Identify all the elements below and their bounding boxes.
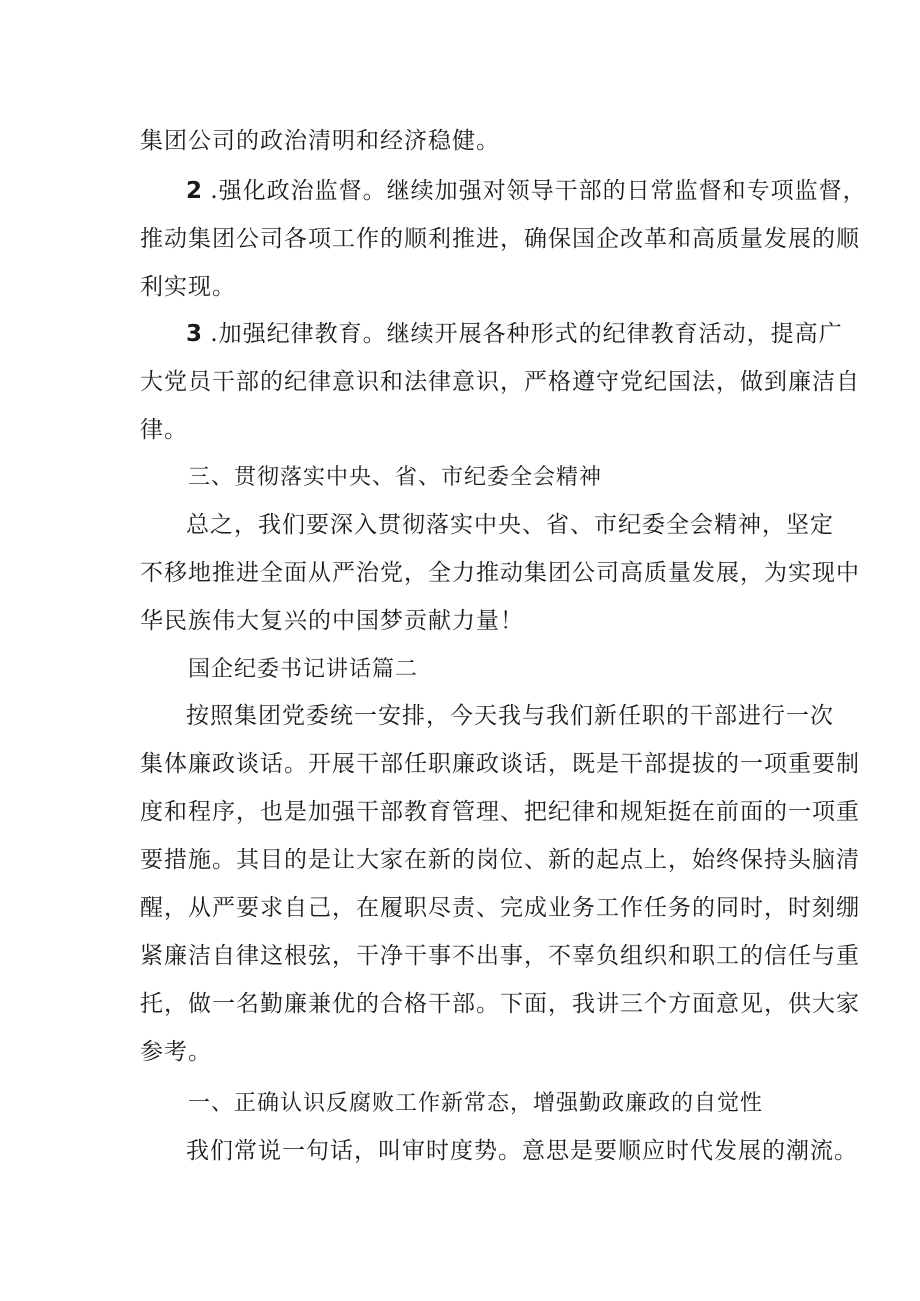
paragraph-intro (140, 692, 860, 1076)
article-title: 国企纪委书记讲话篇二 (188, 657, 419, 682)
text-line: 推动集团公司各项工作的顺利推进，确保国企改革和高质量发展的顺 (140, 226, 860, 252)
text-segment: .强化政治监督。继续加强对领导干部的日常监督和专项监督， (202, 178, 867, 204)
text-line: 按照集团党委统一安排，今天我与我们新任职的干部进行一次 (186, 703, 834, 729)
text-line: 紧廉洁自律这根弦，干净干事不出事，不辜负组织和职工的信任与重 (140, 943, 860, 969)
text-line: 度和程序，也是加强干部教育管理、把纪律和规矩挺在前面的一项重 (140, 799, 860, 825)
section-heading-3: 三、贯彻落实中央、省、市纪委全会精神 (188, 465, 603, 490)
text-line: 大党员干部的纪律意识和法律意识，严格遵守党纪国法，做到廉洁自 (140, 369, 860, 395)
paragraph-item-3 (140, 310, 860, 454)
section-heading-1: 一、正确认识反腐败工作新常态，增强勤政廉政的自觉性 (188, 1091, 764, 1116)
paragraph-summary (140, 501, 860, 645)
text-line: 集团公司的政治清明和经济稳健。 (140, 128, 500, 154)
text-line: 托，做一名勤廉兼优的合格干部。下面，我讲三个方面意见，供大家 (140, 991, 860, 1017)
text-line: 利实现。 (140, 274, 236, 300)
paragraph-continuation (140, 117, 800, 165)
text-line: 要措施。其目的是让大家在新的岗位、新的起点上，始终保持头脑清 (140, 847, 860, 873)
paragraph-item-2 (140, 167, 867, 311)
list-number: 3 (186, 321, 203, 347)
text-line (140, 167, 867, 215)
text-line (140, 310, 843, 358)
list-number: 2 (186, 178, 203, 204)
text-line: 我们常说一句话，叫审时度势。意思是要顺应时代发展的潮流。 (186, 1138, 858, 1164)
text-line: 律。 (140, 417, 188, 443)
text-line: 集体廉政谈话。开展干部任职廉政谈话，既是干部提拔的一项重要制 (140, 751, 860, 777)
paragraph-body (140, 1127, 858, 1175)
text-line: 醒，从严要求自己，在履职尽责、完成业务工作任务的同时，时刻绷 (140, 895, 860, 921)
text-line: 总之，我们要深入贯彻落实中央、省、市纪委全会精神，坚定 (186, 512, 834, 538)
text-line: 华民族伟大复兴的中国梦贡献力量！ (140, 608, 524, 634)
text-segment: .加强纪律教育。继续开展各种形式的纪律教育活动，提高广 (202, 321, 843, 347)
text-line: 不移地推进全面从严治党，全力推动集团公司高质量发展，为实现中 (140, 560, 860, 586)
text-line: 参考。 (140, 1039, 212, 1065)
